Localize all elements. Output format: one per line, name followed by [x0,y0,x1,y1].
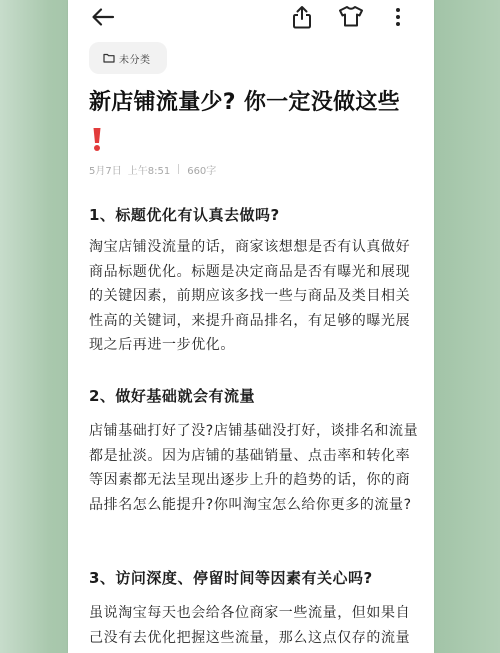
section-body-2[interactable]: 店铺基础打好了没?店铺基础没打好，谈排名和流量都是扯淡。因为店铺的基础销量、点击率和转化率等因素都无法呈现出逐步上升的趋势的话，你的商品排名怎么能提升?你叫淘宝怎么给你更多的流量? [89,423,419,513]
share-icon[interactable] [291,4,313,30]
note-page [68,0,434,653]
word-count: 660字 [187,165,217,177]
note-date: 5月7日 [89,165,122,177]
folder-icon [103,53,115,63]
section-heading-2[interactable]: 2、做好基础就会有流量 [89,387,255,405]
note-title[interactable]: 新店铺流量少? 你一定没做这些 [89,90,400,115]
section-body-1[interactable]: 淘宝店铺没流量的话，商家该想想是否有认真做好商品标题优化。标题是决定商品是否有曝光和展现的关键因素，前期应该多找一些与商品及类目相关性高的关键词，来提升商品排名，有足够的曝光展现之后再进一步优化。 [89,239,411,354]
note-time: 上午8:51 [127,165,171,177]
more-vertical-icon[interactable] [391,5,405,29]
section-body-3[interactable]: 虽说淘宝每天也会给各位商家一些流量，但如果自己没有去优化把握这些流量，那么这点仅存的流量 [89,605,411,646]
red-exclamation-icon [90,126,104,152]
arrow-left-icon[interactable] [90,5,116,29]
top-toolbar [68,0,434,34]
section-heading-1[interactable]: 1、标题优化有认真去做吗? [89,206,280,224]
category-chip[interactable] [89,42,167,74]
meta-divider [178,164,179,174]
note-meta [89,162,216,176]
section-heading-3[interactable]: 3、访问深度、停留时间等因素有关心吗? [89,569,373,587]
category-label: 未分类 [119,54,151,66]
shirt-icon[interactable] [338,4,364,28]
